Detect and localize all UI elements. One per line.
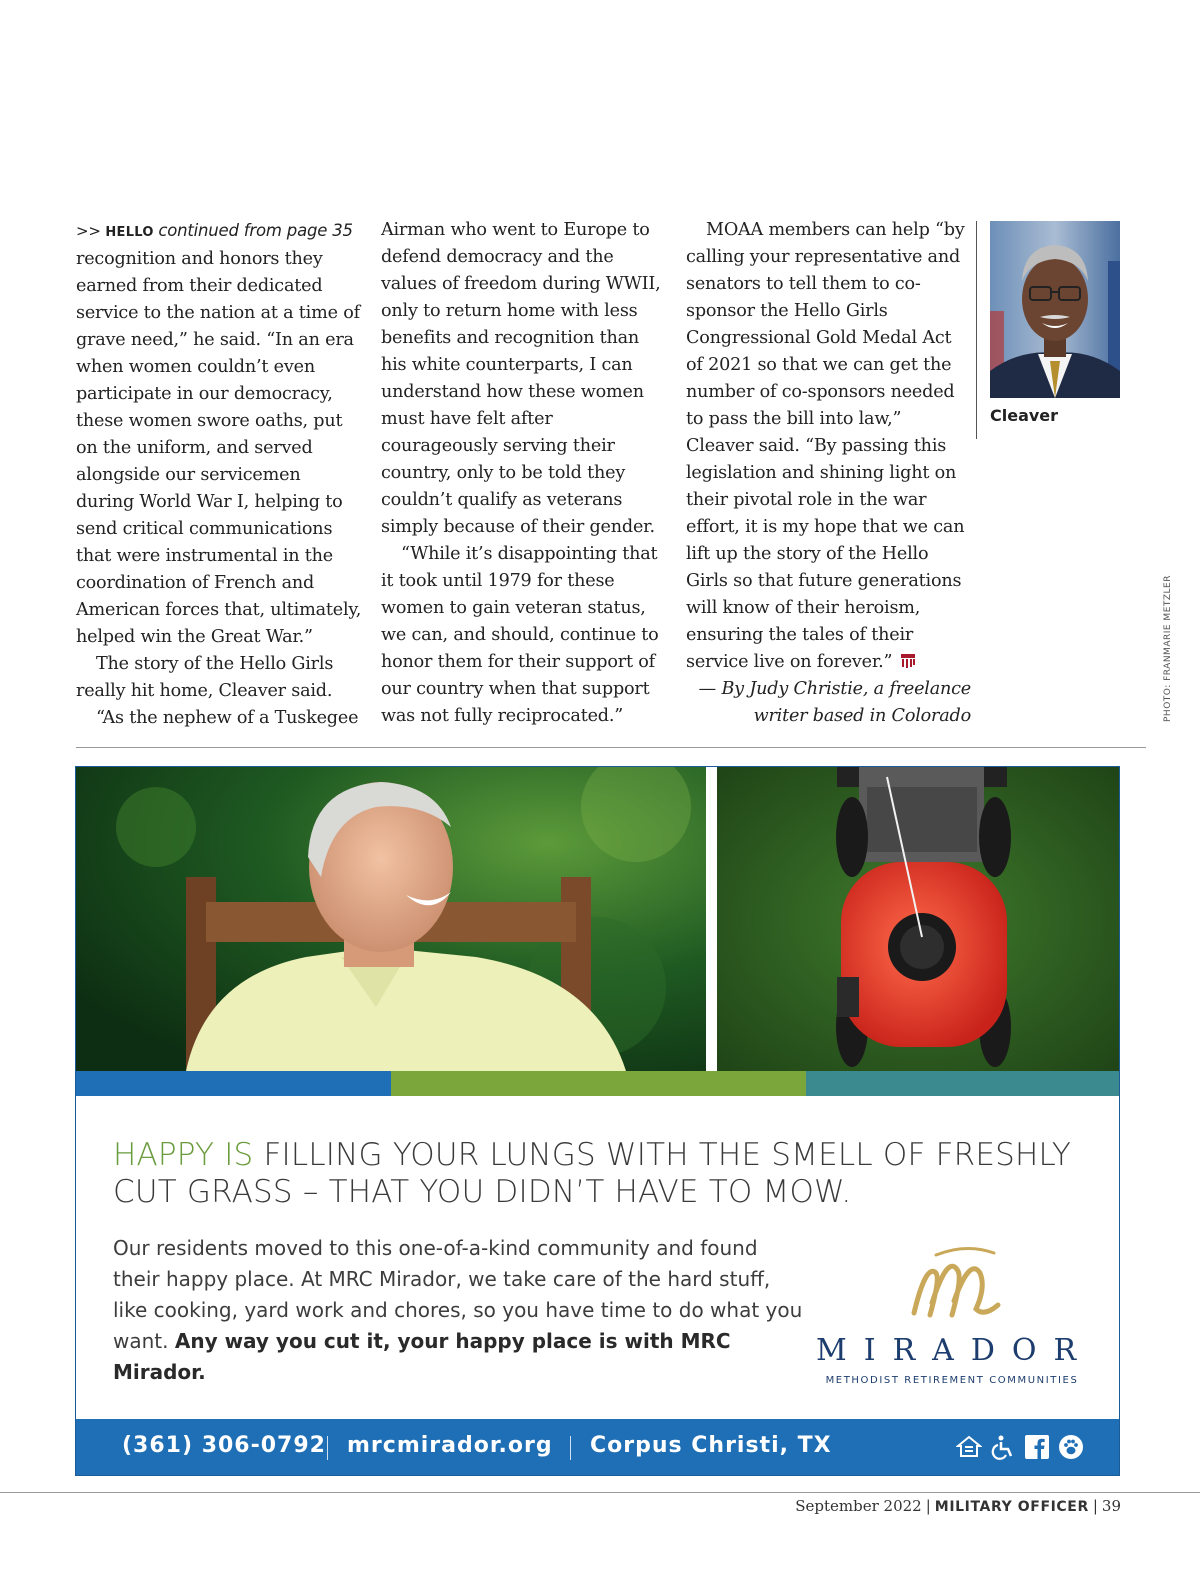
photo-credit: PHOTO: FRANMARIE METZLER <box>1163 575 1173 722</box>
article-column-3 <box>686 217 971 730</box>
article-paragraph: “As the nephew of a Tuskegee <box>96 708 359 728</box>
headline-accent: HAPPY IS <box>113 1137 254 1173</box>
sidebar-divider <box>976 221 977 439</box>
separator <box>570 1436 571 1460</box>
photo-divider <box>706 767 717 1071</box>
kicker-section: HELLO <box>105 225 154 240</box>
article-paragraph <box>686 217 971 676</box>
kicker-continued: continued from page 35 <box>158 221 353 240</box>
page-folio <box>795 1497 1121 1515</box>
facebook-icon[interactable] <box>1024 1434 1050 1460</box>
ad-headline <box>113 1137 1073 1211</box>
ad-body <box>113 1233 803 1388</box>
phone-number[interactable]: (361) 306-0792 <box>122 1433 326 1458</box>
article-bottom-rule <box>76 747 1146 748</box>
ad-contact-bar <box>76 1419 1120 1476</box>
ad-body-bold: Any way you cut it, your happy place is with MRC Mirador. <box>113 1329 731 1384</box>
publication-name: MILITARY OFFICER <box>934 1499 1089 1515</box>
article-paragraph: Airman who went to Europe to defend democracy and the values of freedom during WWII, only to return home with less benefits and recognition than his white counterparts, I can understand how these women must have felt after courageously serving their country, only to be told they couldn’t qualify as veterans simply because of their gender. <box>381 220 661 537</box>
issue-date: September 2022 <box>795 1497 922 1515</box>
location-text: Corpus Christi, TX <box>590 1433 832 1458</box>
kicker-arrows: >> <box>76 222 101 240</box>
separator: | <box>1092 1497 1098 1515</box>
byline <box>686 676 971 730</box>
separator <box>327 1436 328 1460</box>
byline-line-1: — By Judy Christie, a freelance <box>698 679 971 699</box>
separator: | <box>925 1497 931 1515</box>
smiling-senior-man-photo <box>76 767 706 1071</box>
photo-caption: Cleaver <box>990 406 1059 425</box>
article-paragraph: “While it’s disappointing that it took until 1979 for these women to gain veteran status, we can, and should, continue to honor them for their support of our country when that support was not fully reciprocated.” <box>381 544 659 726</box>
mirador-wordmark: MIRADOR <box>816 1333 1094 1368</box>
mirador-advertisement[interactable] <box>75 766 1120 1476</box>
mirador-m-script-icon <box>906 1243 1006 1323</box>
moaa-end-mark-icon <box>900 654 916 668</box>
page-number: 39 <box>1101 1497 1121 1515</box>
article-paragraph: The story of the Hello Girls really hit home, Cleaver said. <box>76 654 334 701</box>
blue-band <box>76 1071 391 1096</box>
continued-kicker <box>76 217 362 246</box>
accessibility-icon <box>990 1434 1016 1460</box>
lawn-mower-photo <box>717 767 1120 1071</box>
mirador-logo[interactable] <box>816 1243 1096 1393</box>
footer-icons <box>956 1434 1084 1460</box>
equal-housing-icon <box>956 1434 982 1460</box>
article-paragraph-text: MOAA members can help “by calling your representative and senators to tell them to co-sponsor the Hello Girls Congressional Gold Medal Act of 2021 so that we can get the number of co-sponsors needed to pass the bill into law,” Cleaver said. “By passing this legislation and shining light on their pivotal role in the war effort, it is my hope that we can lift up the story of the Hello Girls so that future generations will know of their heroism, ensuring the tales of their service live on forever.” <box>686 220 965 672</box>
color-bands <box>76 1071 1120 1096</box>
green-band <box>391 1071 806 1096</box>
teal-band <box>806 1071 1120 1096</box>
folio-rule <box>0 1492 1200 1493</box>
headline-rest: FILLING YOUR LUNGS WITH THE SMELL OF FRESHLY CUT GRASS – THAT YOU DIDN’T HAVE TO MOW. <box>113 1137 1072 1210</box>
article-column-2 <box>381 217 669 730</box>
website-link[interactable]: mrcmirador.org <box>347 1433 553 1458</box>
paw-icon <box>1058 1434 1084 1460</box>
cleaver-portrait-photo <box>990 221 1120 398</box>
article-paragraph: recognition and honors they earned from their dedicated service to the nation at a time of grave need,” he said. “In an era when women couldn’t even participate in our democracy, these women swore oaths, put on the uniform, and served alongside our servicemen during World War I, helping to send critical communications that were instrumental in the coordination of French and American forces that, ultimately, helped win the Great War.” <box>76 249 362 647</box>
ad-body-text: Our residents moved to this one-of-a-kind community and found their happy place. At MRC Mirador, we take care of the hard stuff, like cooking, yard work and chores, so you have time to do what you want. <box>113 1236 803 1353</box>
mirador-tagline: METHODIST RETIREMENT COMMUNITIES <box>825 1375 1079 1386</box>
byline-line-2: writer based in Colorado <box>753 706 971 726</box>
article-column-1 <box>76 217 362 732</box>
